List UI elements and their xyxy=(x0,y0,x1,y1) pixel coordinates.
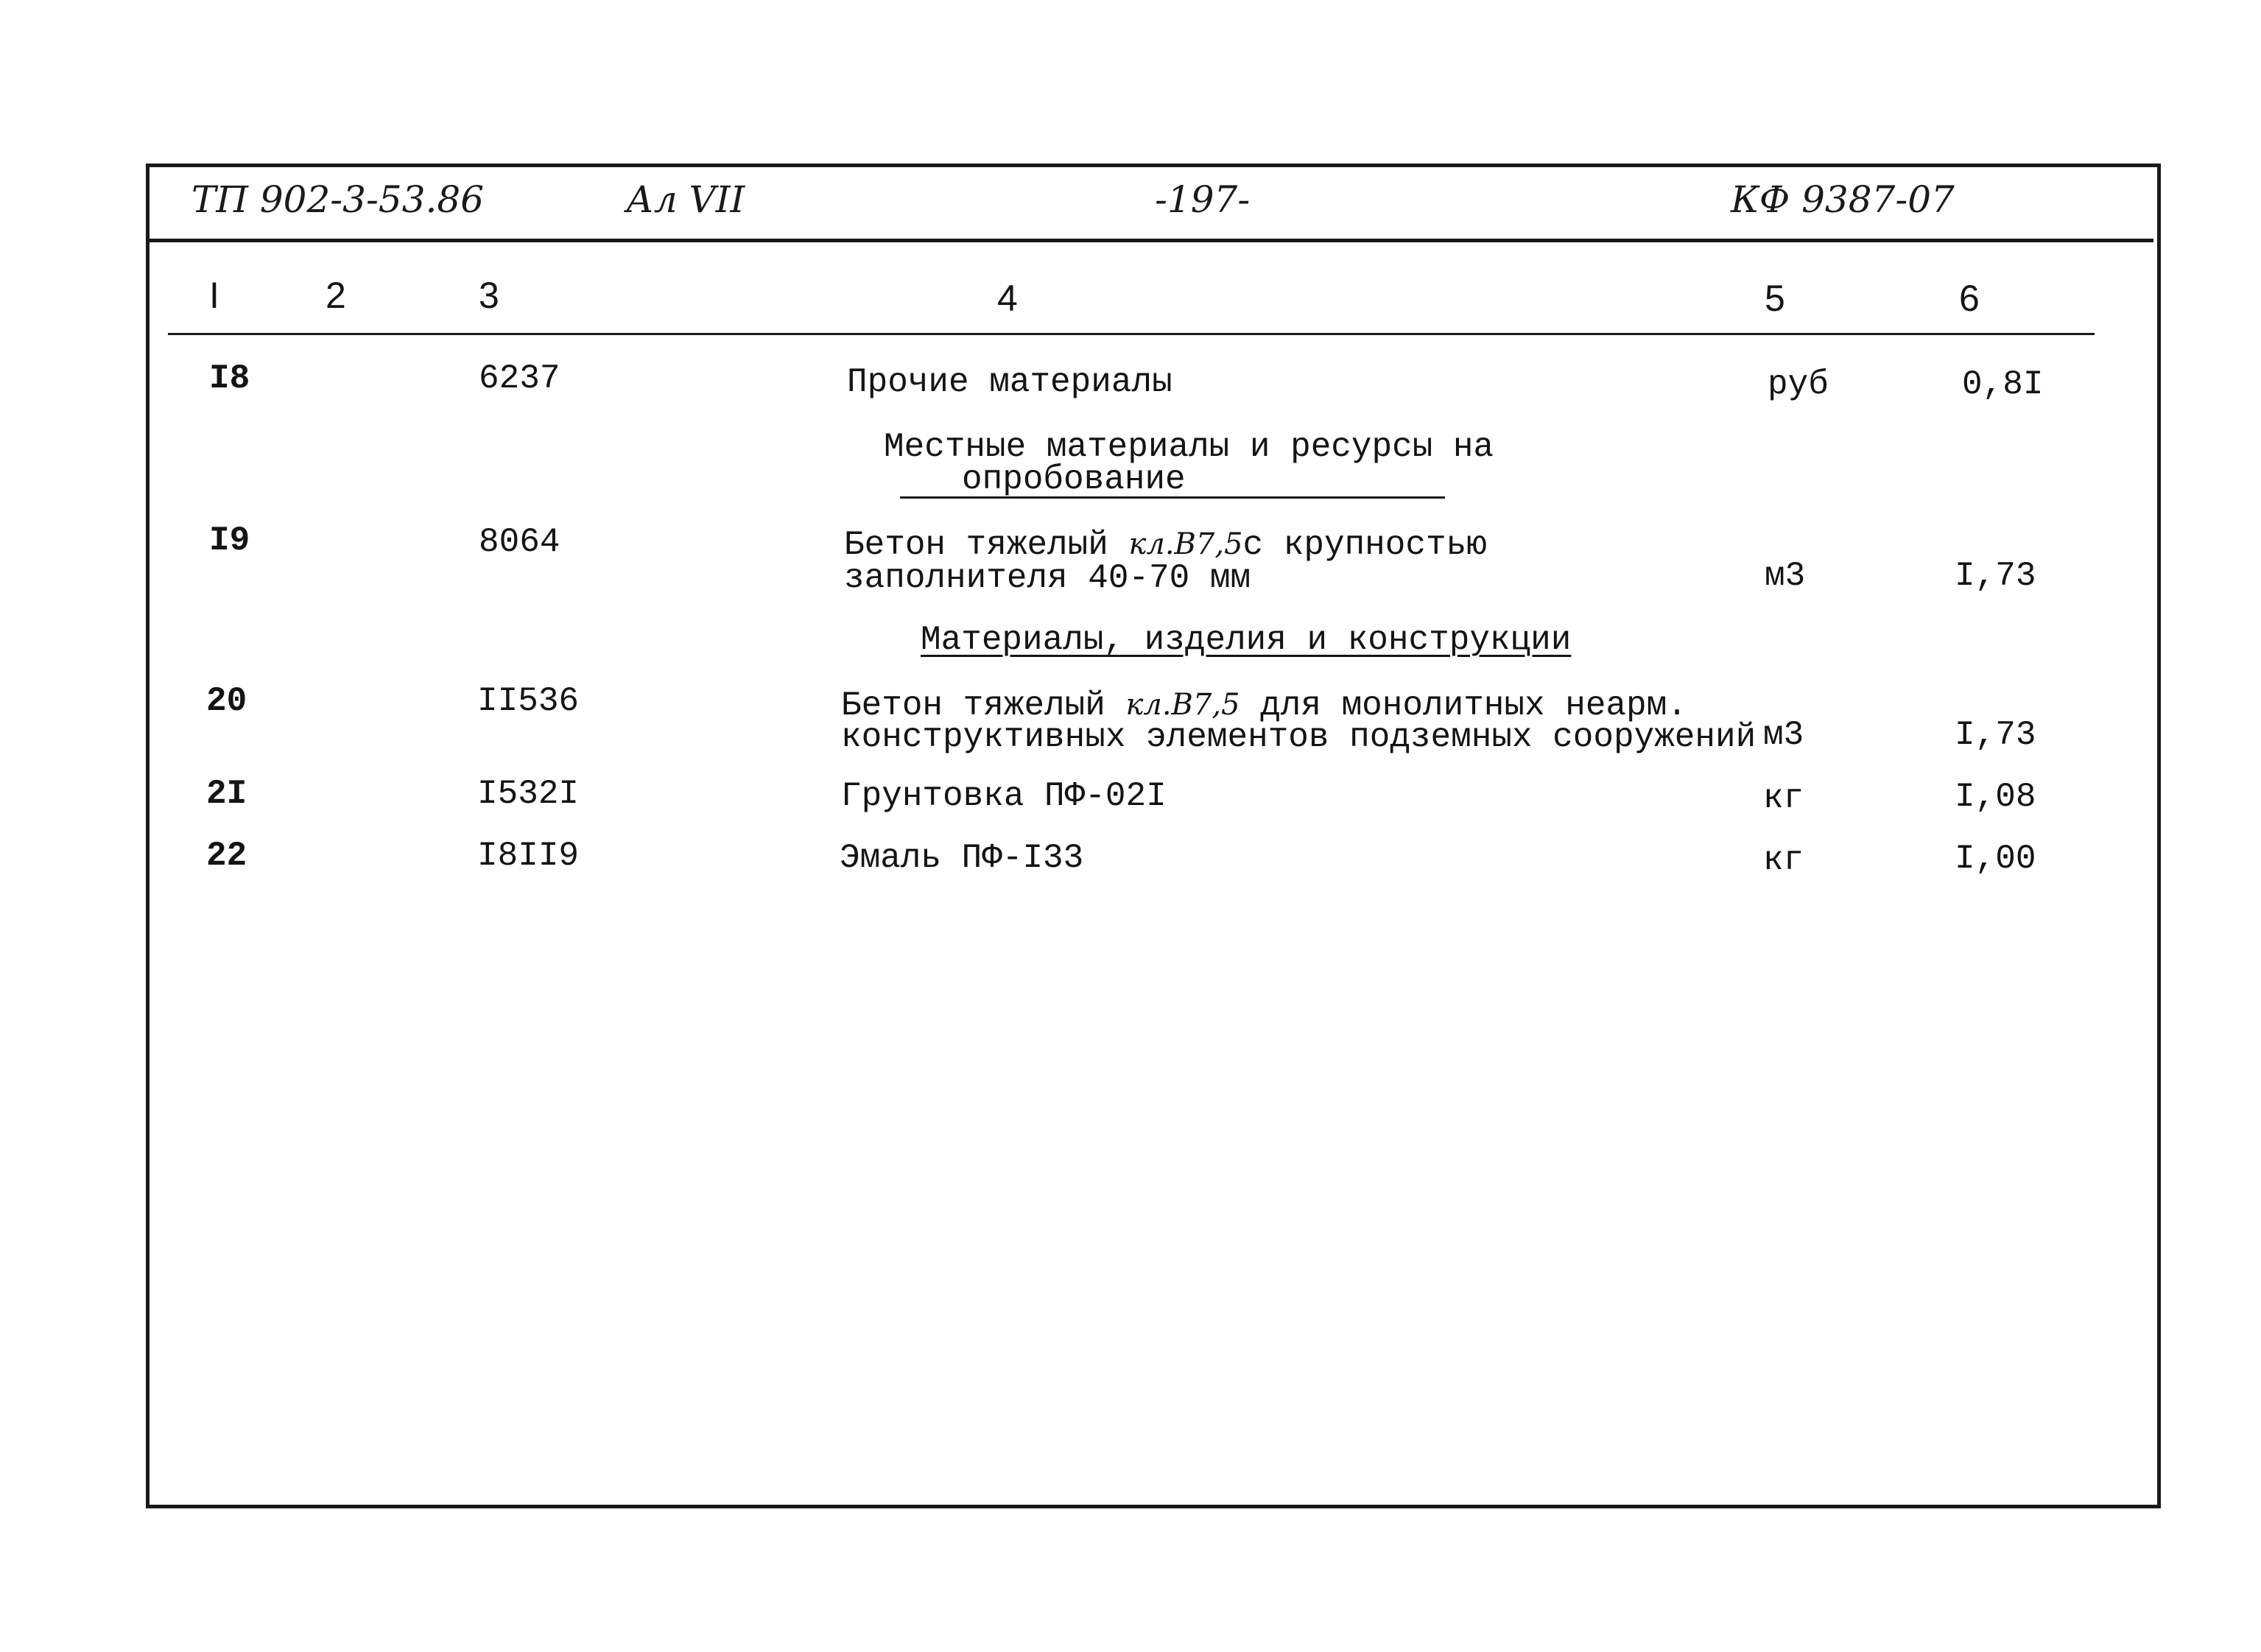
row-number: 20 xyxy=(206,682,247,720)
row-description-line2: заполнителя 40-70 мм xyxy=(844,559,1251,597)
section-underline xyxy=(900,496,1445,499)
document-code: КФ 9387-07 xyxy=(1731,178,1955,221)
row-description-line2: конструктивных элементов подземных сооружений xyxy=(841,718,1757,756)
row-number: 2I xyxy=(206,775,247,813)
row-unit: м3 xyxy=(1763,716,1804,754)
desc-text: для монолитных неарм. xyxy=(1260,686,1687,725)
row-quantity: I,08 xyxy=(1955,778,2036,816)
desc-text: Бетон тяжелый xyxy=(841,686,1105,725)
row-quantity: I,00 xyxy=(1955,840,2036,878)
col-header-1: I xyxy=(209,275,219,316)
page-number: -197- xyxy=(1155,178,1251,221)
row-code: I8II9 xyxy=(477,837,580,875)
handwritten-class: кл.В7,5 xyxy=(1128,527,1243,561)
col-header-2: 2 xyxy=(326,275,346,316)
row-description: Прочие материалы xyxy=(847,363,1172,401)
desc-text: Бетон тяжелый xyxy=(844,526,1108,564)
row-description: Грунтовка ПФ-02I xyxy=(841,777,1167,815)
project-number: ТП 902-3-53.86 xyxy=(191,178,485,221)
title-stamp xyxy=(146,164,2153,242)
section-title-materials: Материалы, изделия и конструкции xyxy=(921,621,1572,659)
row-description xyxy=(841,688,1687,723)
row-quantity: I,73 xyxy=(1955,557,2036,595)
row-unit: руб xyxy=(1768,365,1829,404)
desc-text: с крупностью xyxy=(1242,526,1487,564)
row-description: Эмаль ПФ-I33 xyxy=(840,839,1084,877)
col-header-4: 4 xyxy=(997,278,1018,319)
col-header-6: 6 xyxy=(1959,278,1980,319)
row-number: 22 xyxy=(206,837,247,875)
album-number: Ал VII xyxy=(626,178,745,221)
row-unit: кг xyxy=(1763,779,1804,818)
col-header-3: 3 xyxy=(479,275,499,316)
row-quantity: 0,8I xyxy=(1962,365,2044,404)
row-quantity: I,73 xyxy=(1955,716,2036,754)
row-number: I9 xyxy=(209,521,250,560)
row-code: 6237 xyxy=(479,359,560,398)
row-code: I532I xyxy=(477,775,580,813)
row-unit: м3 xyxy=(1765,557,1806,595)
row-code: II536 xyxy=(477,682,580,720)
handwritten-class: кл.В7,5 xyxy=(1125,688,1240,722)
row-unit: кг xyxy=(1763,841,1804,879)
header-divider xyxy=(168,333,2095,335)
row-description xyxy=(844,527,1487,562)
section-title-local: Местные материалы и ресурсы на xyxy=(884,428,1494,466)
col-header-5: 5 xyxy=(1765,278,1785,319)
row-number: I8 xyxy=(209,359,250,398)
section-title-local-2: опробование xyxy=(962,460,1186,499)
row-code: 8064 xyxy=(479,523,560,561)
